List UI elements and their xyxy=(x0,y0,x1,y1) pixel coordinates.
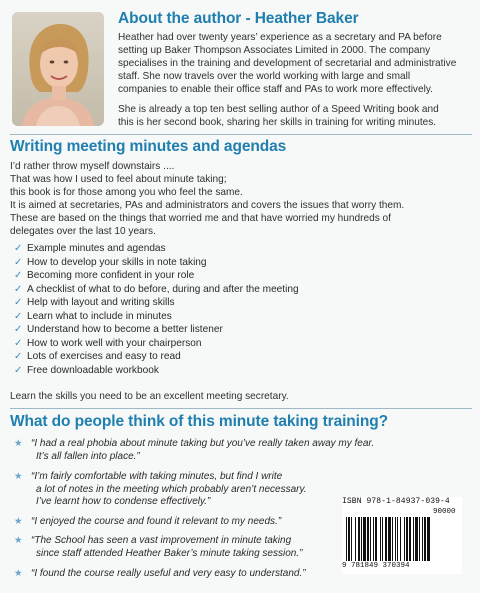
star-icon: ★ xyxy=(14,438,23,449)
barcode-stripe xyxy=(400,517,401,561)
barcode-stripe xyxy=(419,517,420,561)
bio-line: this is her second book, sharing her skills in training for writing minutes. xyxy=(118,117,437,128)
barcode-stripe xyxy=(409,517,411,561)
list-item: ✓ A checklist of what to do before, during and after the meeting xyxy=(14,283,299,295)
check-icon: ✓ xyxy=(14,297,23,308)
bio-line: staff. She now travels over the world working with large and small xyxy=(118,71,411,82)
list-item: ✓ How to develop your skills in note taking xyxy=(14,256,207,268)
star-icon: ★ xyxy=(14,471,23,482)
bio-line: companies to enable their office staff and PAs to work more effectively. xyxy=(118,84,433,95)
bio-line: specialises in the training and development of secretarial and administrative xyxy=(118,58,457,69)
divider xyxy=(10,408,472,409)
bio-line: setting up Baker Thompson Associates Limited in 2000. The company xyxy=(118,45,431,56)
price-code: 90000 xyxy=(433,508,456,516)
section-heading: Writing meeting minutes and agendas xyxy=(10,138,287,155)
star-icon: ★ xyxy=(14,535,23,546)
intro-line: this book is for those among you who feel the same. xyxy=(10,187,243,198)
check-icon: ✓ xyxy=(14,337,23,349)
list-item: ✓ Learn what to include in minutes xyxy=(14,310,172,322)
check-icon: ✓ xyxy=(14,310,23,322)
barcode-stripe xyxy=(375,517,377,561)
barcode-stripe xyxy=(363,517,366,561)
barcode-stripe xyxy=(413,517,414,561)
bio-line: She is already a top ten best selling author of a Speed Writing book and xyxy=(118,104,439,115)
check-icon: ✓ xyxy=(14,243,23,254)
list-item: ✓ Understand how to become a better listener xyxy=(14,324,223,335)
barcode-stripe xyxy=(415,517,418,561)
check-icon: ✓ xyxy=(14,364,23,376)
barcode-stripe xyxy=(424,517,426,561)
reviews-heading: What do people think of this minute taking training? xyxy=(10,413,388,430)
list-item: ✓ Lots of exercises and easy to read xyxy=(14,351,181,362)
intro-line: delegates over the last 10 years. xyxy=(10,226,156,237)
intro-line: These are based on the things that worried me and that have worried my hundreds of xyxy=(10,213,391,224)
section-intro xyxy=(10,160,404,238)
list-item: ✓ Example minutes and agendas xyxy=(14,243,166,254)
barcode-stripe xyxy=(406,517,408,561)
list-item: ✓ Becoming more confident in your role xyxy=(14,270,195,281)
barcode-stripe xyxy=(358,517,360,561)
star-icon: ★ xyxy=(14,568,23,579)
intro-line: I’d rather throw myself downstairs .... xyxy=(10,161,175,172)
check-icon: ✓ xyxy=(14,256,23,268)
isbn-barcode xyxy=(342,497,462,574)
bio-line: Heather had over twenty years’ experience as a secretary and PA before xyxy=(118,32,442,43)
barcode-stripe xyxy=(346,517,347,561)
feature-list xyxy=(14,242,299,377)
check-icon: ✓ xyxy=(14,324,23,335)
barcode-stripe xyxy=(370,517,371,561)
barcode-stripe xyxy=(427,517,430,561)
barcode-stripe xyxy=(404,517,405,561)
barcode-bars xyxy=(346,517,458,561)
author-heading: About the author - Heather Baker xyxy=(118,10,359,27)
barcode-stripe xyxy=(351,517,352,561)
barcode-stripe xyxy=(355,517,356,561)
check-icon: ✓ xyxy=(14,270,23,281)
author-bio-second xyxy=(118,103,439,129)
list-item: ✓ Help with layout and writing skills xyxy=(14,297,175,308)
barcode-stripe xyxy=(388,517,391,561)
barcode-number: 9 781849 370394 xyxy=(342,562,410,570)
intro-line: It is aimed at secretaries, PAs and administrators and covers the issues that worry them. xyxy=(10,200,405,211)
author-photo xyxy=(12,12,104,126)
barcode-stripe xyxy=(382,517,383,561)
list-item: ✓ Free downloadable workbook xyxy=(14,364,159,376)
intro-line: That was how I used to feel about minute taking; xyxy=(10,174,227,185)
barcode-stripe xyxy=(380,517,381,561)
barcode-stripe xyxy=(348,517,350,561)
barcode-stripe xyxy=(392,517,393,561)
check-icon: ✓ xyxy=(14,351,23,362)
barcode-stripe xyxy=(422,517,423,561)
barcode-stripe xyxy=(395,517,396,561)
divider xyxy=(10,134,472,135)
check-icon: ✓ xyxy=(14,283,23,295)
author-bio xyxy=(118,31,456,96)
isbn-label: ISBN 978-1-84937-039-4 xyxy=(342,497,450,506)
barcode-stripe xyxy=(361,517,362,561)
barcode-stripe xyxy=(367,517,369,561)
barcode-stripe xyxy=(385,517,387,561)
barcode-stripe xyxy=(397,517,398,561)
barcode-stripe xyxy=(373,517,374,561)
closing-line: Learn the skills you need to be an excellent meeting secretary. xyxy=(10,391,289,402)
author-portrait-image xyxy=(12,12,104,126)
star-icon: ★ xyxy=(14,516,23,527)
list-item: ✓ How to work well with your chairperson xyxy=(14,337,202,349)
